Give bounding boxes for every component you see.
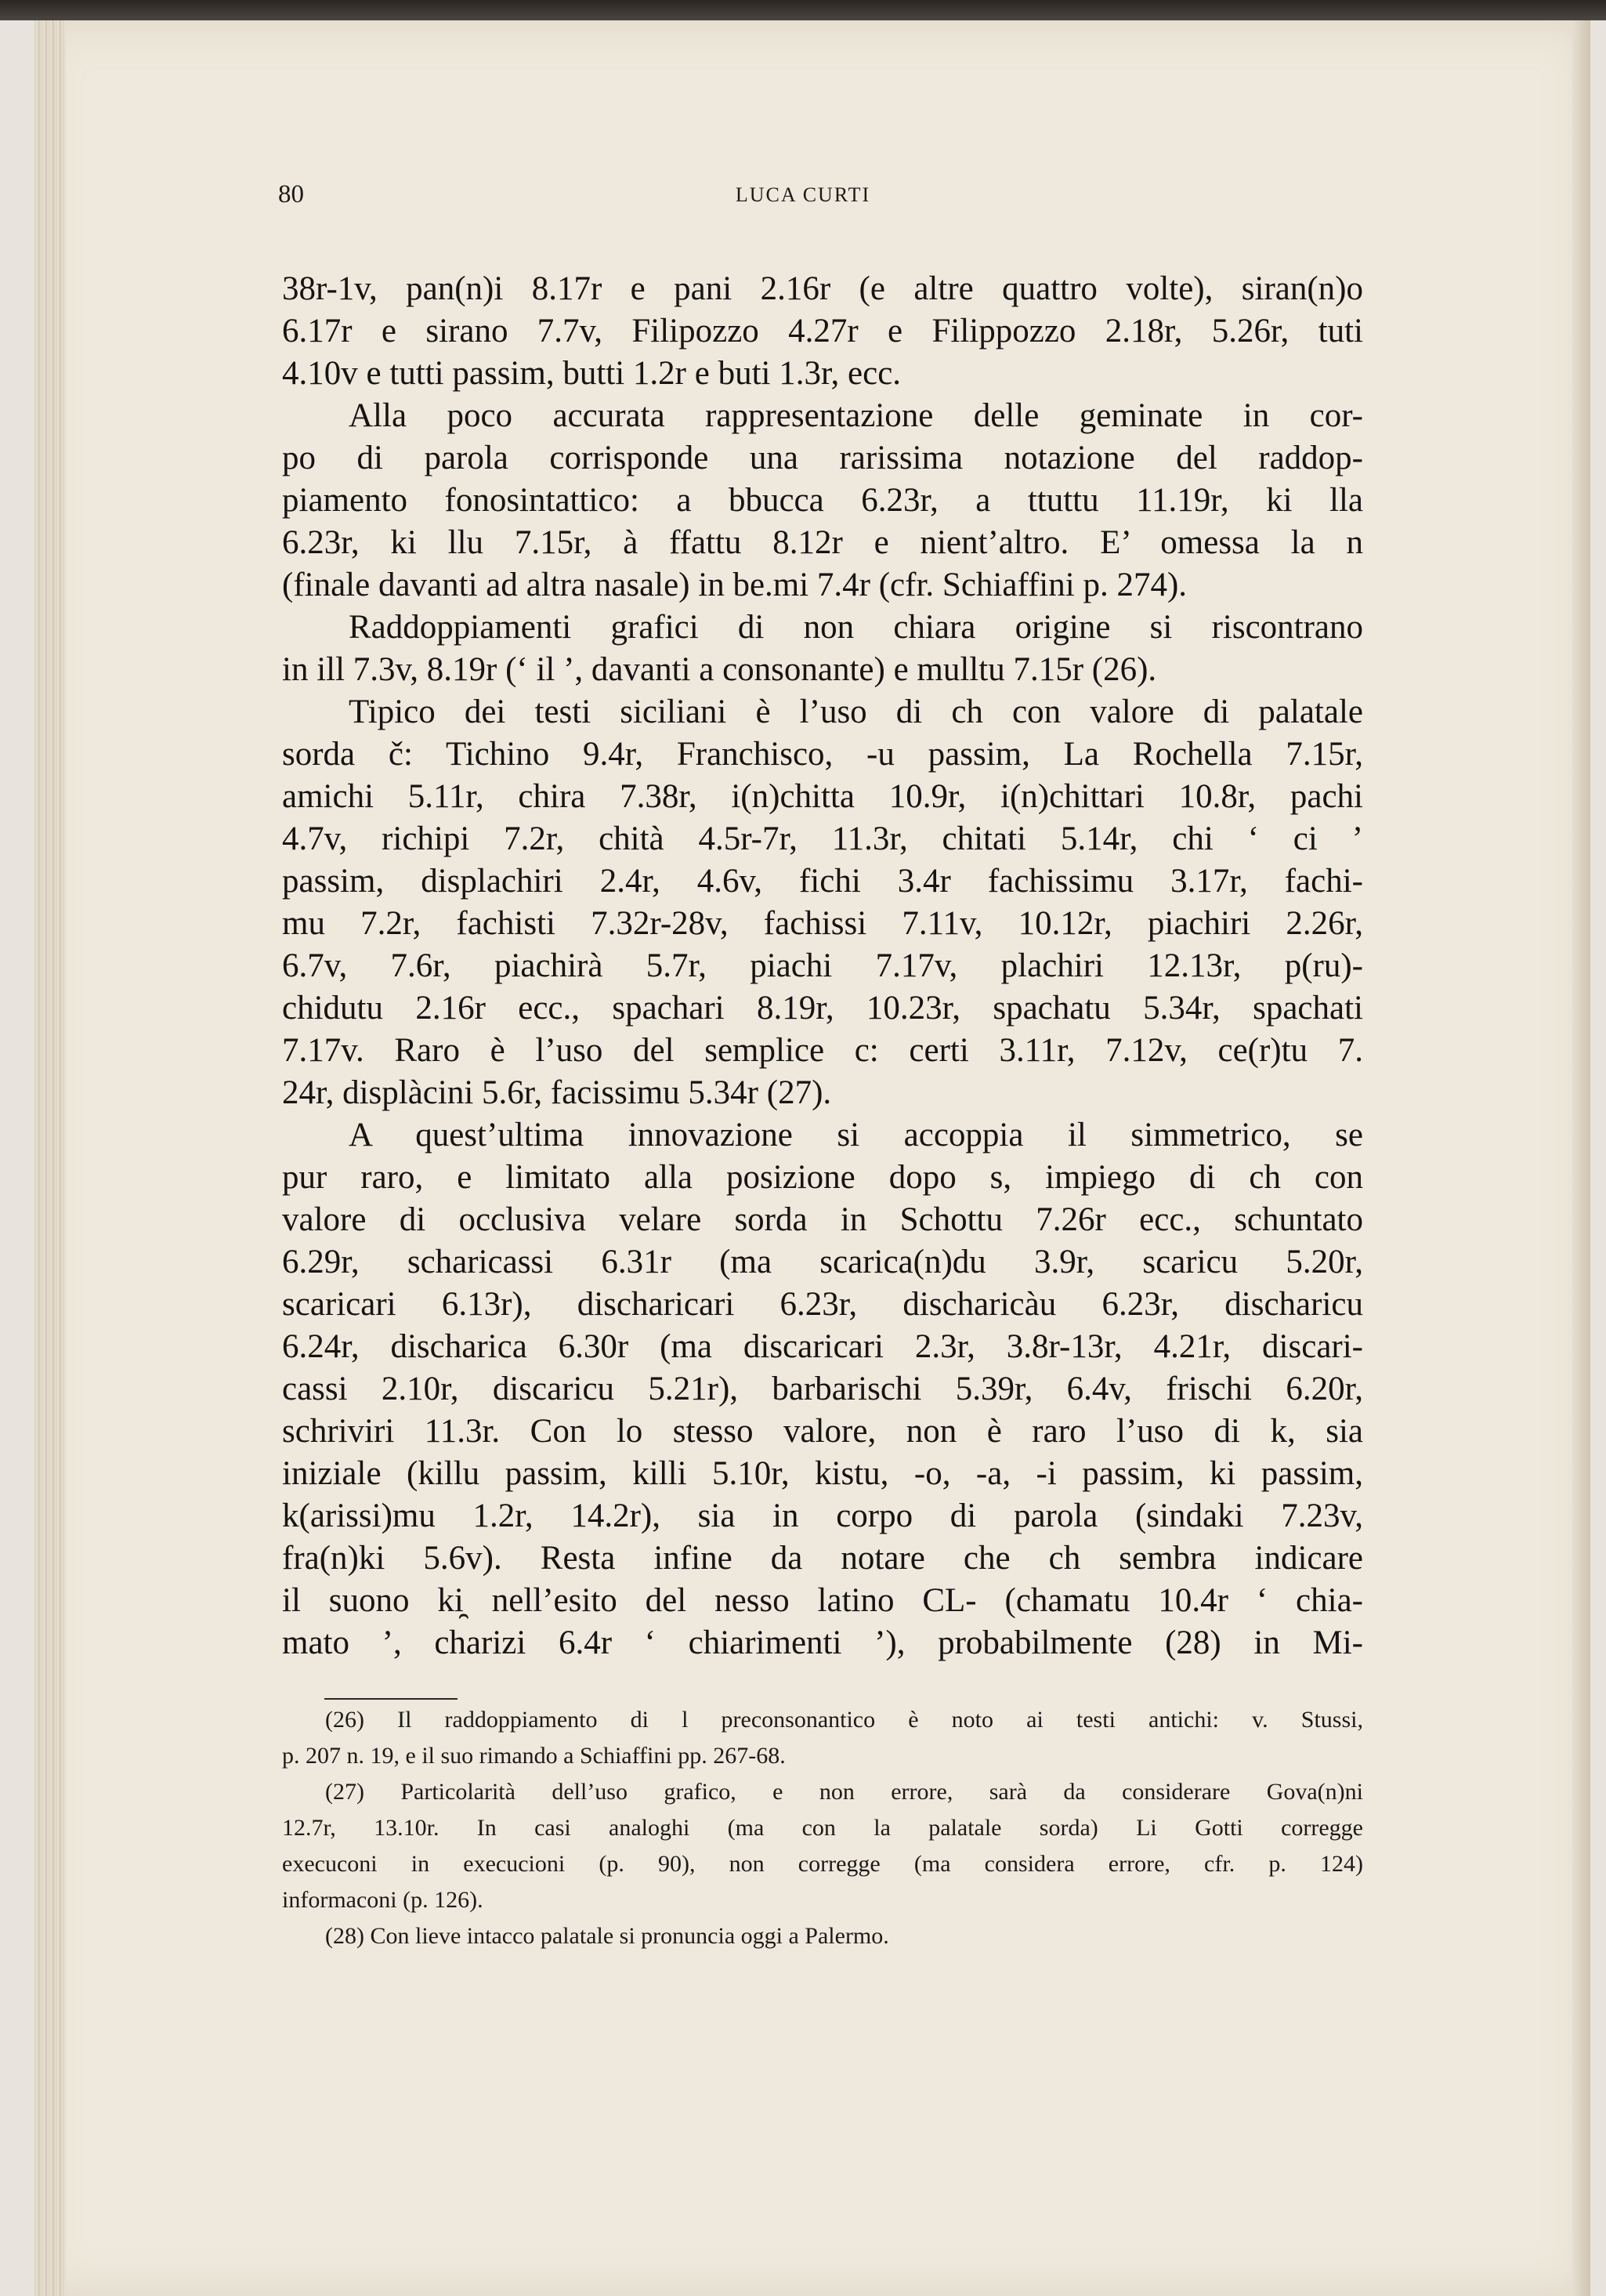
text-line: amichi 5.11r, chira 7.38r, i(n)chitta 10.9r, i(n)chittari 10.8r, pachi [282, 778, 1363, 815]
text-line: k(arissi)mu 1.2r, 14.2r), sia in corpo di parola (sindaki 7.23v, [282, 1497, 1363, 1534]
text-line: passim, displachiri 2.4r, 4.6v, fichi 3.4r fachissimu 3.17r, fachi- [282, 863, 1363, 900]
text-line: pur raro, e limitato alla posizione dopo s, impiego di ch con [282, 1159, 1363, 1196]
text-line: 38r-1v, pan(n)i 8.17r e pani 2.16r (e altre quattro volte), siran(n)o [282, 270, 1363, 307]
text-line: 24r, displàcini 5.6r, facissimu 5.34r (27). [282, 1074, 832, 1111]
page-number: 80 [278, 180, 304, 208]
text-line: 4.10v e tutti passim, butti 1.2r e buti 1.3r, ecc. [282, 355, 902, 392]
text-line: chidutu 2.16r ecc., spachari 8.19r, 10.23r, spachatu 5.34r, spachati [282, 990, 1363, 1027]
footnote-27-line: (27) Particolarità dell’uso grafico, e non errore, sarà da considerare Gova(n)ni [325, 1779, 1363, 1805]
text-line: mu 7.2r, fachisti 7.32r-28v, fachissi 7.11v, 10.12r, piachiri 2.26r, [282, 905, 1363, 942]
text-line: 6.23r, ki llu 7.15r, à ffattu 8.12r e nient’altro. E’ omessa la n [282, 524, 1363, 561]
text-line: scaricari 6.13r), discharicari 6.23r, discharicàu 6.23r, discharicu [282, 1286, 1363, 1323]
footnote-28-line: (28) Con lieve intacco palatale si pronuncia oggi a Palermo. [325, 1923, 889, 1949]
text-line: 6.7v, 7.6r, piachirà 5.7r, piachi 7.17v, plachiri 12.13r, p(ru)- [282, 947, 1363, 984]
text-line: 6.17r e sirano 7.7v, Filipozzo 4.27r e Filippozzo 2.18r, 5.26r, tuti [282, 313, 1363, 349]
text-line: Alla poco accurata rappresentazione delle geminate in cor- [349, 397, 1363, 434]
footnote-27-line: execuconi in execucioni (p. 90), non corregge (ma considera errore, cfr. p. 124) [282, 1851, 1363, 1877]
text-line: schriviri 11.3r. Con lo stesso valore, non è raro l’uso di k, sia [282, 1413, 1363, 1450]
body-text [282, 268, 1363, 1664]
footnotes [282, 1702, 1363, 1954]
footnote-separator [324, 1698, 458, 1700]
footnote-27-line: 12.7r, 13.10r. In casi analoghi (ma con la palatale sorda) Li Gotti corregge [282, 1815, 1363, 1841]
text-line: fra(n)ki 5.6v). Resta infine da notare che ch sembra indicare [282, 1540, 1363, 1577]
text-line: 6.29r, scharicassi 6.31r (ma scarica(n)du 3.9r, scaricu 5.20r, [282, 1244, 1363, 1280]
text-line: valore di occlusiva velare sorda in Schottu 7.26r ecc., schuntato [282, 1201, 1363, 1238]
text-line: Raddoppiamenti grafici di non chiara origine si riscontrano [349, 609, 1363, 646]
scan-top-border [0, 0, 1606, 20]
text-line: sorda č: Tichino 9.4r, Franchisco, -u passim, La Rochella 7.15r, [282, 736, 1363, 773]
text-line: Tipico dei testi siciliani è l’uso di ch con valore di palatale [349, 694, 1363, 730]
page-stack-edges [34, 20, 66, 2296]
text-line: 6.24r, discharica 6.30r (ma discaricari 2.3r, 3.8r-13r, 4.21r, discari- [282, 1328, 1363, 1365]
page-right-edge [1572, 20, 1590, 2296]
footnote-27-line: informaconi (p. 126). [282, 1887, 483, 1913]
text-line: po di parola corrisponde una rarissima notazione del raddop- [282, 440, 1363, 476]
text-line: iniziale (killu passim, killi 5.10r, kistu, -o, -a, -i passim, ki passim, [282, 1455, 1363, 1492]
text-line: il suono ki̯ nell’esito del nesso latino CL- (chamatu 10.4r ‘ chia- [282, 1582, 1363, 1619]
text-line: mato ’, charizi 6.4r ‘ chiarimenti ’), probabilmente (28) in Mi- [282, 1624, 1363, 1661]
text-line: 4.7v, richipi 7.2r, chità 4.5r-7r, 11.3r, chitati 5.14r, chi ‘ ci ’ [282, 820, 1363, 857]
text-line: 7.17v. Raro è l’uso del semplice c: certi 3.11r, 7.12v, ce(r)tu 7. [282, 1032, 1363, 1069]
text-line: (finale davanti ad altra nasale) in be.mi 7.4r (cfr. Schiaffini p. 274). [282, 567, 1188, 603]
footnote-26-line: (26) Il raddoppiamento di l preconsonantico è noto ai testi antichi: v. Stussi, [325, 1707, 1363, 1733]
footnote-26-line: p. 207 n. 19, e il suo rimando a Schiaffini pp. 267-68. [282, 1743, 786, 1769]
page-header [0, 180, 1606, 227]
text-line: in ill 7.3v, 8.19r (‘ il ’, davanti a consonante) e mulltu 7.15r (26). [282, 651, 1157, 688]
running-head: LUCA CURTI [735, 183, 871, 206]
text-line: A quest’ultima innovazione si accoppia il simmetrico, se [349, 1117, 1363, 1153]
text-line: piamento fonosintattico: a bbucca 6.23r, a ttuttu 11.19r, ki lla [282, 482, 1363, 519]
text-line: cassi 2.10r, discaricu 5.21r), barbarischi 5.39r, 6.4v, frischi 6.20r, [282, 1371, 1363, 1407]
